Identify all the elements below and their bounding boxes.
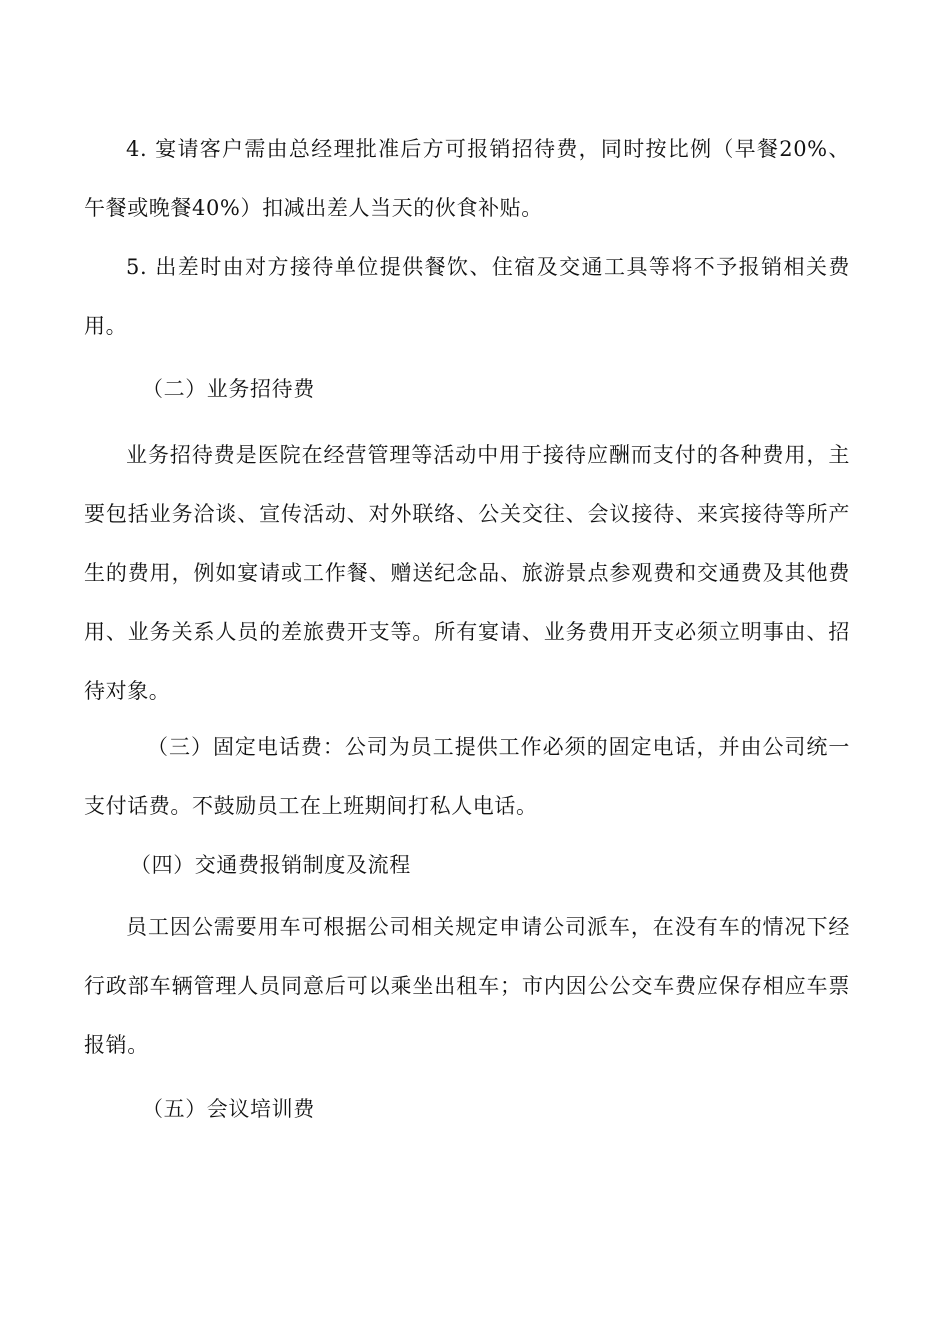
heading-business-entertainment: （二）业务招待费 [142, 377, 315, 401]
paragraph-host-provided-expenses: 5. 出差时由对方接待单位提供餐饮、住宿及交通工具等将不予报销相关费用。 [84, 255, 850, 338]
paragraph-banquet-approval: 4. 宴请客户需由总经理批准后方可报销招待费，同时按比例（早餐20%、午餐或晚餐40%）扣减出差人当天的伙食补贴。 [84, 137, 850, 220]
heading-meeting-training: （五）会议培训费 [142, 1097, 315, 1121]
paragraph-transport-reimbursement: 员工因公需要用车可根据公司相关规定申请公司派车，在没有车的情况下经行政部车辆管理人员同意后可以乘坐出租车；市内因公公交车费应保存相应车票报销。 [84, 915, 850, 1057]
paragraph-business-entertainment: 业务招待费是医院在经营管理等活动中用于接待应酬而支付的各种费用，主要包括业务洽谈、宣传活动、对外联络、公关交往、会议接待、来宾接待等所产生的费用，例如宴请或工作餐、赠送纪念品、旅游景点参观费和交通费及其他费用、业务关系人员的差旅费开支等。所有宴请、业务费用开支必须立明事由、招待对象。 [84, 443, 850, 703]
paragraph-fixed-phone: （三）固定电话费：公司为员工提供工作必须的固定电话，并由公司统一支付话费。不鼓励员工在上班期间打私人电话。 [84, 735, 850, 818]
heading-transport-reimbursement: （四）交通费报销制度及流程 [130, 853, 411, 877]
